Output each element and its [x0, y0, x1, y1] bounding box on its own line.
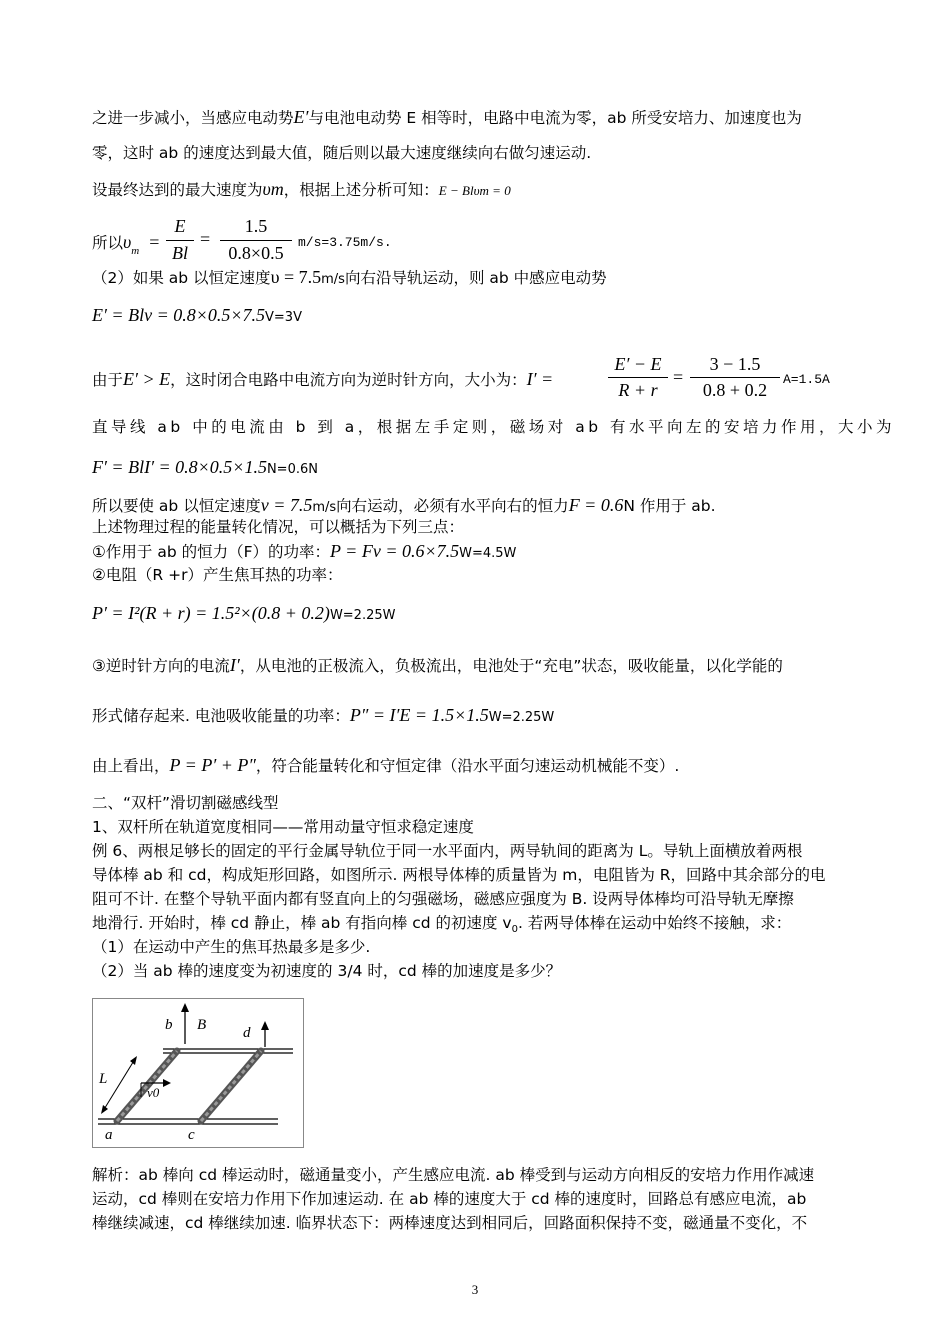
text-line: 导体棒 ab 和 cd，构成矩形回路，如图所示. 两根导体棒的质量皆为 m，电阻皆为 R，回路中其余部分的电	[92, 866, 826, 884]
text-segment: 所以	[92, 234, 124, 252]
math-subscript: m	[131, 245, 140, 257]
unit-text: m/s	[312, 500, 337, 515]
fraction-bar	[220, 240, 292, 241]
text-line: 零，这时 ab 的速度达到最大值，随后则以最大速度继续向右做匀速运动.	[92, 144, 592, 162]
page-number: 3	[471, 1282, 479, 1297]
text-line	[92, 231, 159, 262]
math-lhs: I′ =	[526, 369, 554, 389]
math-subscript: 0	[511, 924, 518, 935]
text-segment: 之进一步减小，当感应电动势	[92, 109, 294, 127]
text-line	[92, 704, 554, 729]
fraction-denominator: 0.8×0.5	[228, 243, 284, 263]
fraction-denominator: Bl	[172, 243, 188, 263]
analysis-line: 运动，cd 棒则在安培力作用下作加速运动. 在 ab 棒的速度大于 cd 棒的速度时，回路总有感应电流，ab	[92, 1190, 807, 1208]
math-symbol: E′	[293, 107, 309, 127]
fraction-denominator: 0.8 + 0.2	[702, 380, 768, 400]
math-equation: F = 0.6	[568, 495, 624, 515]
math-condition: E′ > E	[123, 369, 171, 389]
unit-text: W=2.25W	[488, 710, 555, 725]
analysis-line: 解析：ab 棒向 cd 棒运动时，磁通量变小，产生感应电流. ab 棒受到与运动方向相反的安培力作用作减速	[92, 1166, 815, 1184]
label-B: B	[197, 1017, 207, 1033]
text-segment: . 若两导体棒在运动中始终不接触，求：	[517, 914, 792, 932]
text-line	[92, 106, 802, 129]
fraction-denominator: R + r	[618, 380, 658, 400]
text-line	[92, 368, 553, 391]
math-equals: =	[200, 229, 211, 249]
label-c: c	[188, 1127, 195, 1143]
text-line	[92, 654, 783, 677]
text-line	[92, 540, 516, 565]
question-2: （2）当 ab 棒的速度变为初速度的 3/4 时，cd 棒的加速度是多少？	[92, 962, 562, 980]
fraction-numerator: 3 − 1.5	[709, 354, 761, 374]
text-segment: 由于	[92, 371, 124, 389]
math-symbol: I′	[229, 655, 240, 675]
math-equation: E − Blυm = 0	[438, 183, 511, 198]
rail-diagram-svg	[93, 999, 303, 1147]
label-a: a	[105, 1127, 113, 1143]
fraction-bar	[166, 240, 194, 241]
rail-diagram	[92, 998, 304, 1148]
question-1: （1）在运动中产生的焦耳热最多是多少.	[92, 938, 371, 956]
text-line	[92, 602, 395, 627]
fraction-bar	[608, 377, 668, 378]
subsection-heading: 1、双杆所在轨道宽度相同——常用动量守恒求稳定速度	[92, 818, 474, 836]
text-segment: 形式储存起来. 电池吸收能量的功率：	[92, 707, 350, 725]
text-line	[92, 456, 318, 481]
text-line	[92, 754, 679, 777]
fraction-numerator: E′ − E	[614, 354, 662, 374]
unit-text: W=2.25W	[329, 608, 396, 623]
text-segment: 向右沿导轨运动，则 ab 中感应电动势	[344, 269, 607, 287]
text-line: 上述物理过程的能量转化情况，可以概括为下列三点：	[92, 518, 465, 536]
math-equation: P = Fv = 0.6×7.5	[330, 541, 460, 561]
analysis-line: 棒继续减速，cd 棒继续加速. 临界状态下：两棒速度达到相同后，回路面积保持不变，磁通量不变化，不	[92, 1214, 808, 1232]
math-equals: =	[149, 232, 160, 252]
fraction-numerator: 1.5	[244, 216, 268, 236]
fraction-bar	[690, 377, 780, 378]
math-equation: P′ = I²(R + r) = 1.5²×(0.8 + 0.2)	[92, 603, 330, 623]
text-segment: ，从电池的正极流入，负极流出，电池处于“充电”状态，吸收能量，以化学能的	[239, 657, 783, 675]
text-segment: ，根据上述分析可知：	[283, 181, 439, 199]
text-segment: 地滑行. 开始时，棒 cd 静止，棒 ab 有指向棒 cd 的初速度 v	[92, 914, 512, 932]
text-segment: ③逆时针方向的电流	[92, 657, 230, 675]
math-equation: υ = 7.5	[270, 267, 322, 287]
text-line	[92, 178, 511, 202]
text-segment: ，符合能量转化和守恒定律（沿水平面匀速运动机械能不变）.	[255, 757, 680, 775]
unit-text: N=0.6N	[266, 462, 318, 477]
text-segment: ，这时闭合电路中电流方向为逆时针方向，大小为：	[170, 371, 527, 389]
text-line: 例 6、两根足够长的固定的平行金属导轨位于同一水平面内，两导轨间的距离为 L。导轨上面横放着两根	[92, 842, 803, 860]
section-heading: 二、“双杆”滑切割磁感线型	[92, 794, 279, 812]
label-L: L	[99, 1071, 108, 1087]
math-equation: F′ = BlI′ = 0.8×0.5×1.5	[92, 457, 267, 477]
fraction-numerator: E	[174, 216, 186, 236]
math-symbol: υ	[123, 232, 132, 252]
text-segment: N 作用于 ab.	[623, 497, 716, 515]
math-equation: P″ = I′E = 1.5×1.5	[349, 705, 489, 725]
label-d: d	[243, 1025, 251, 1041]
text-line	[92, 304, 302, 329]
math-equation: v = 7.5	[260, 495, 313, 515]
text-segment: 向右运动，必须有水平向右的恒力	[336, 497, 569, 515]
text-segment: （2）如果 ab 以恒定速度	[92, 269, 271, 287]
unit-text: A=1.5A	[783, 372, 830, 387]
text-segment: ①作用于 ab 的恒力（F）的功率：	[92, 543, 331, 561]
math-equals: =	[673, 367, 684, 387]
unit-text: V=3V	[265, 310, 302, 325]
label-v0: v0	[147, 1085, 160, 1100]
text-segment: 设最终达到的最大速度为	[92, 181, 263, 199]
text-line: 阻可不计. 在整个导轨平面内都有竖直向上的匀强磁场，磁感应强度为 B. 设两导体棒均可沿导轨无摩擦	[92, 890, 794, 908]
text-line: ②电阻（R +r）产生焦耳热的功率：	[92, 566, 343, 584]
math-equation: P = P′ + P″	[169, 755, 256, 775]
text-segment: 由上看出，	[92, 757, 170, 775]
unit-text: W=4.5W	[459, 546, 517, 561]
text-line: 直导线 ab 中的电流由 b 到 a，根据左手定则，磁场对 ab 有水平向左的安培力作用，大小为	[92, 418, 896, 436]
text-segment: 与电池电动势 E 相等时，电路中电流为零，ab 所受安培力、加速度也为	[308, 109, 802, 127]
text-segment: 所以要使 ab 以恒定速度	[92, 497, 261, 515]
unit-text: m/s	[321, 272, 345, 287]
math-equation: E′ = Blv = 0.8×0.5×7.5	[92, 305, 266, 325]
label-b: b	[165, 1017, 173, 1033]
unit-text: m/s=3.75m/s.	[298, 235, 392, 250]
text-line	[92, 266, 607, 291]
math-symbol: υm	[262, 179, 284, 199]
